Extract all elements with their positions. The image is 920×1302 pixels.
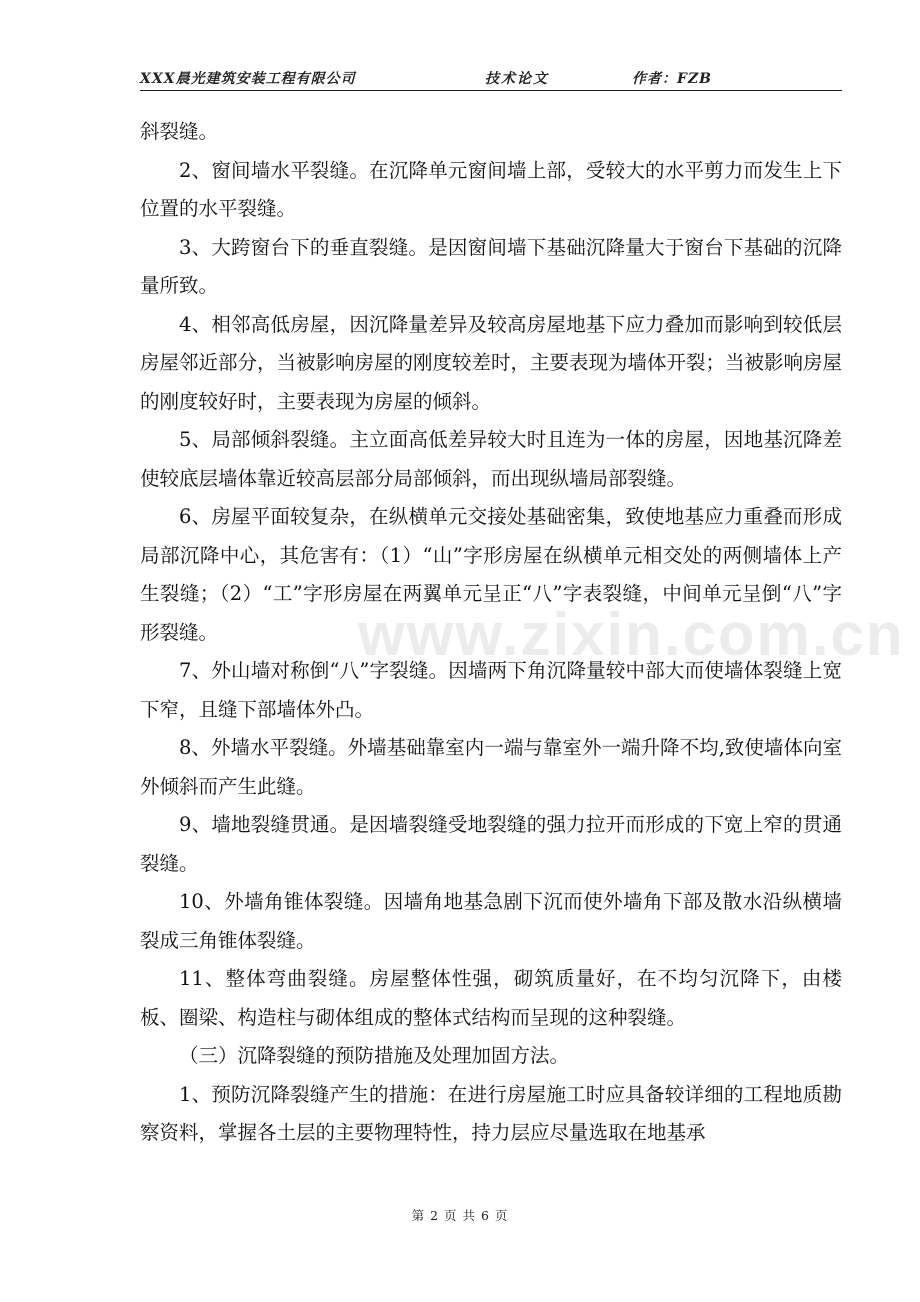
section-heading: （三）沉降裂缝的预防措施及处理加固方法。	[179, 1044, 570, 1067]
paragraph: 2、窗间墙水平裂缝。在沉降单元窗间墙上部，受较大的水平剪力而发生上下位置的水平裂缝。	[140, 158, 842, 220]
paragraph: 斜裂缝。	[140, 120, 219, 143]
paragraph: 3、大跨窗台下的垂直裂缝。是因窗间墙下基础沉降量大于窗台下基础的沉降量所致。	[140, 235, 842, 297]
paragraph: 7、外山墙对称倒“八”字裂缝。因墙两下角沉降量较中部大而使墙体裂缝上宽下窄，且缝下部墙体外凸。	[140, 659, 842, 721]
header-author: 作者：FZB	[632, 71, 712, 87]
paragraph: 11、整体弯曲裂缝。房屋整体性强，砌筑质量好，在不均匀沉降下，由楼板、圈梁、构造柱与砌体组成的整体式结构而呈现的这种裂缝。	[140, 967, 842, 1029]
paragraph: 1、预防沉降裂缝产生的措施：在进行房屋施工时应具备较详细的工程地质勘察资料，掌握各土层的主要物理特性，持力层应尽量选取在地基承	[140, 1082, 842, 1144]
header-company: XXX晨光建筑安装工程有限公司	[140, 71, 356, 87]
watermark: www.zixin.com.cn	[358, 601, 905, 668]
paragraph: 5、局部倾斜裂缝。主立面高低差异较大时且连为一体的房屋，因地基沉降差使较底层墙体靠近较高层部分局部倾斜，而出现纵墙局部裂缝。	[140, 428, 842, 490]
header-doc-type: 技术论文	[485, 71, 549, 87]
page-header	[140, 64, 840, 90]
paragraph: 8、外墙水平裂缝。外墙基础靠室内一端与靠室外一端升降不均,致使墙体向室外倾斜而产生此缝。	[140, 736, 842, 798]
paragraph: 9、墙地裂缝贯通。是因墙裂缝受地裂缝的强力拉开而形成的下宽上窄的贯通裂缝。	[140, 813, 842, 875]
page-footer: 第 2 页 共 6 页	[411, 1208, 509, 1223]
body-text	[140, 113, 842, 1153]
paragraph: 10、外墙角锥体裂缝。因墙角地基急剧下沉而使外墙角下部及散水沿纵横墙裂成三角锥体裂缝。	[140, 890, 842, 952]
header-rule	[140, 90, 842, 91]
paragraph: 6、房屋平面较复杂，在纵横单元交接处基础密集，致使地基应力重叠而形成局部沉降中心，其危害有：（1）“山”字形房屋在纵横单元相交处的两侧墙体上产生裂缝；（2）“工”字形房屋在两翼单元呈正“八”字表裂缝，中间单元呈倒“八”字形裂缝。	[140, 505, 842, 644]
paragraph: 4、相邻高低房屋，因沉降量差异及较高房屋地基下应力叠加而影响到较低层房屋邻近部分，当被影响房屋的刚度较差时，主要表现为墙体开裂；当被影响房屋的刚度较好时，主要表现为房屋的倾斜。	[140, 312, 843, 413]
